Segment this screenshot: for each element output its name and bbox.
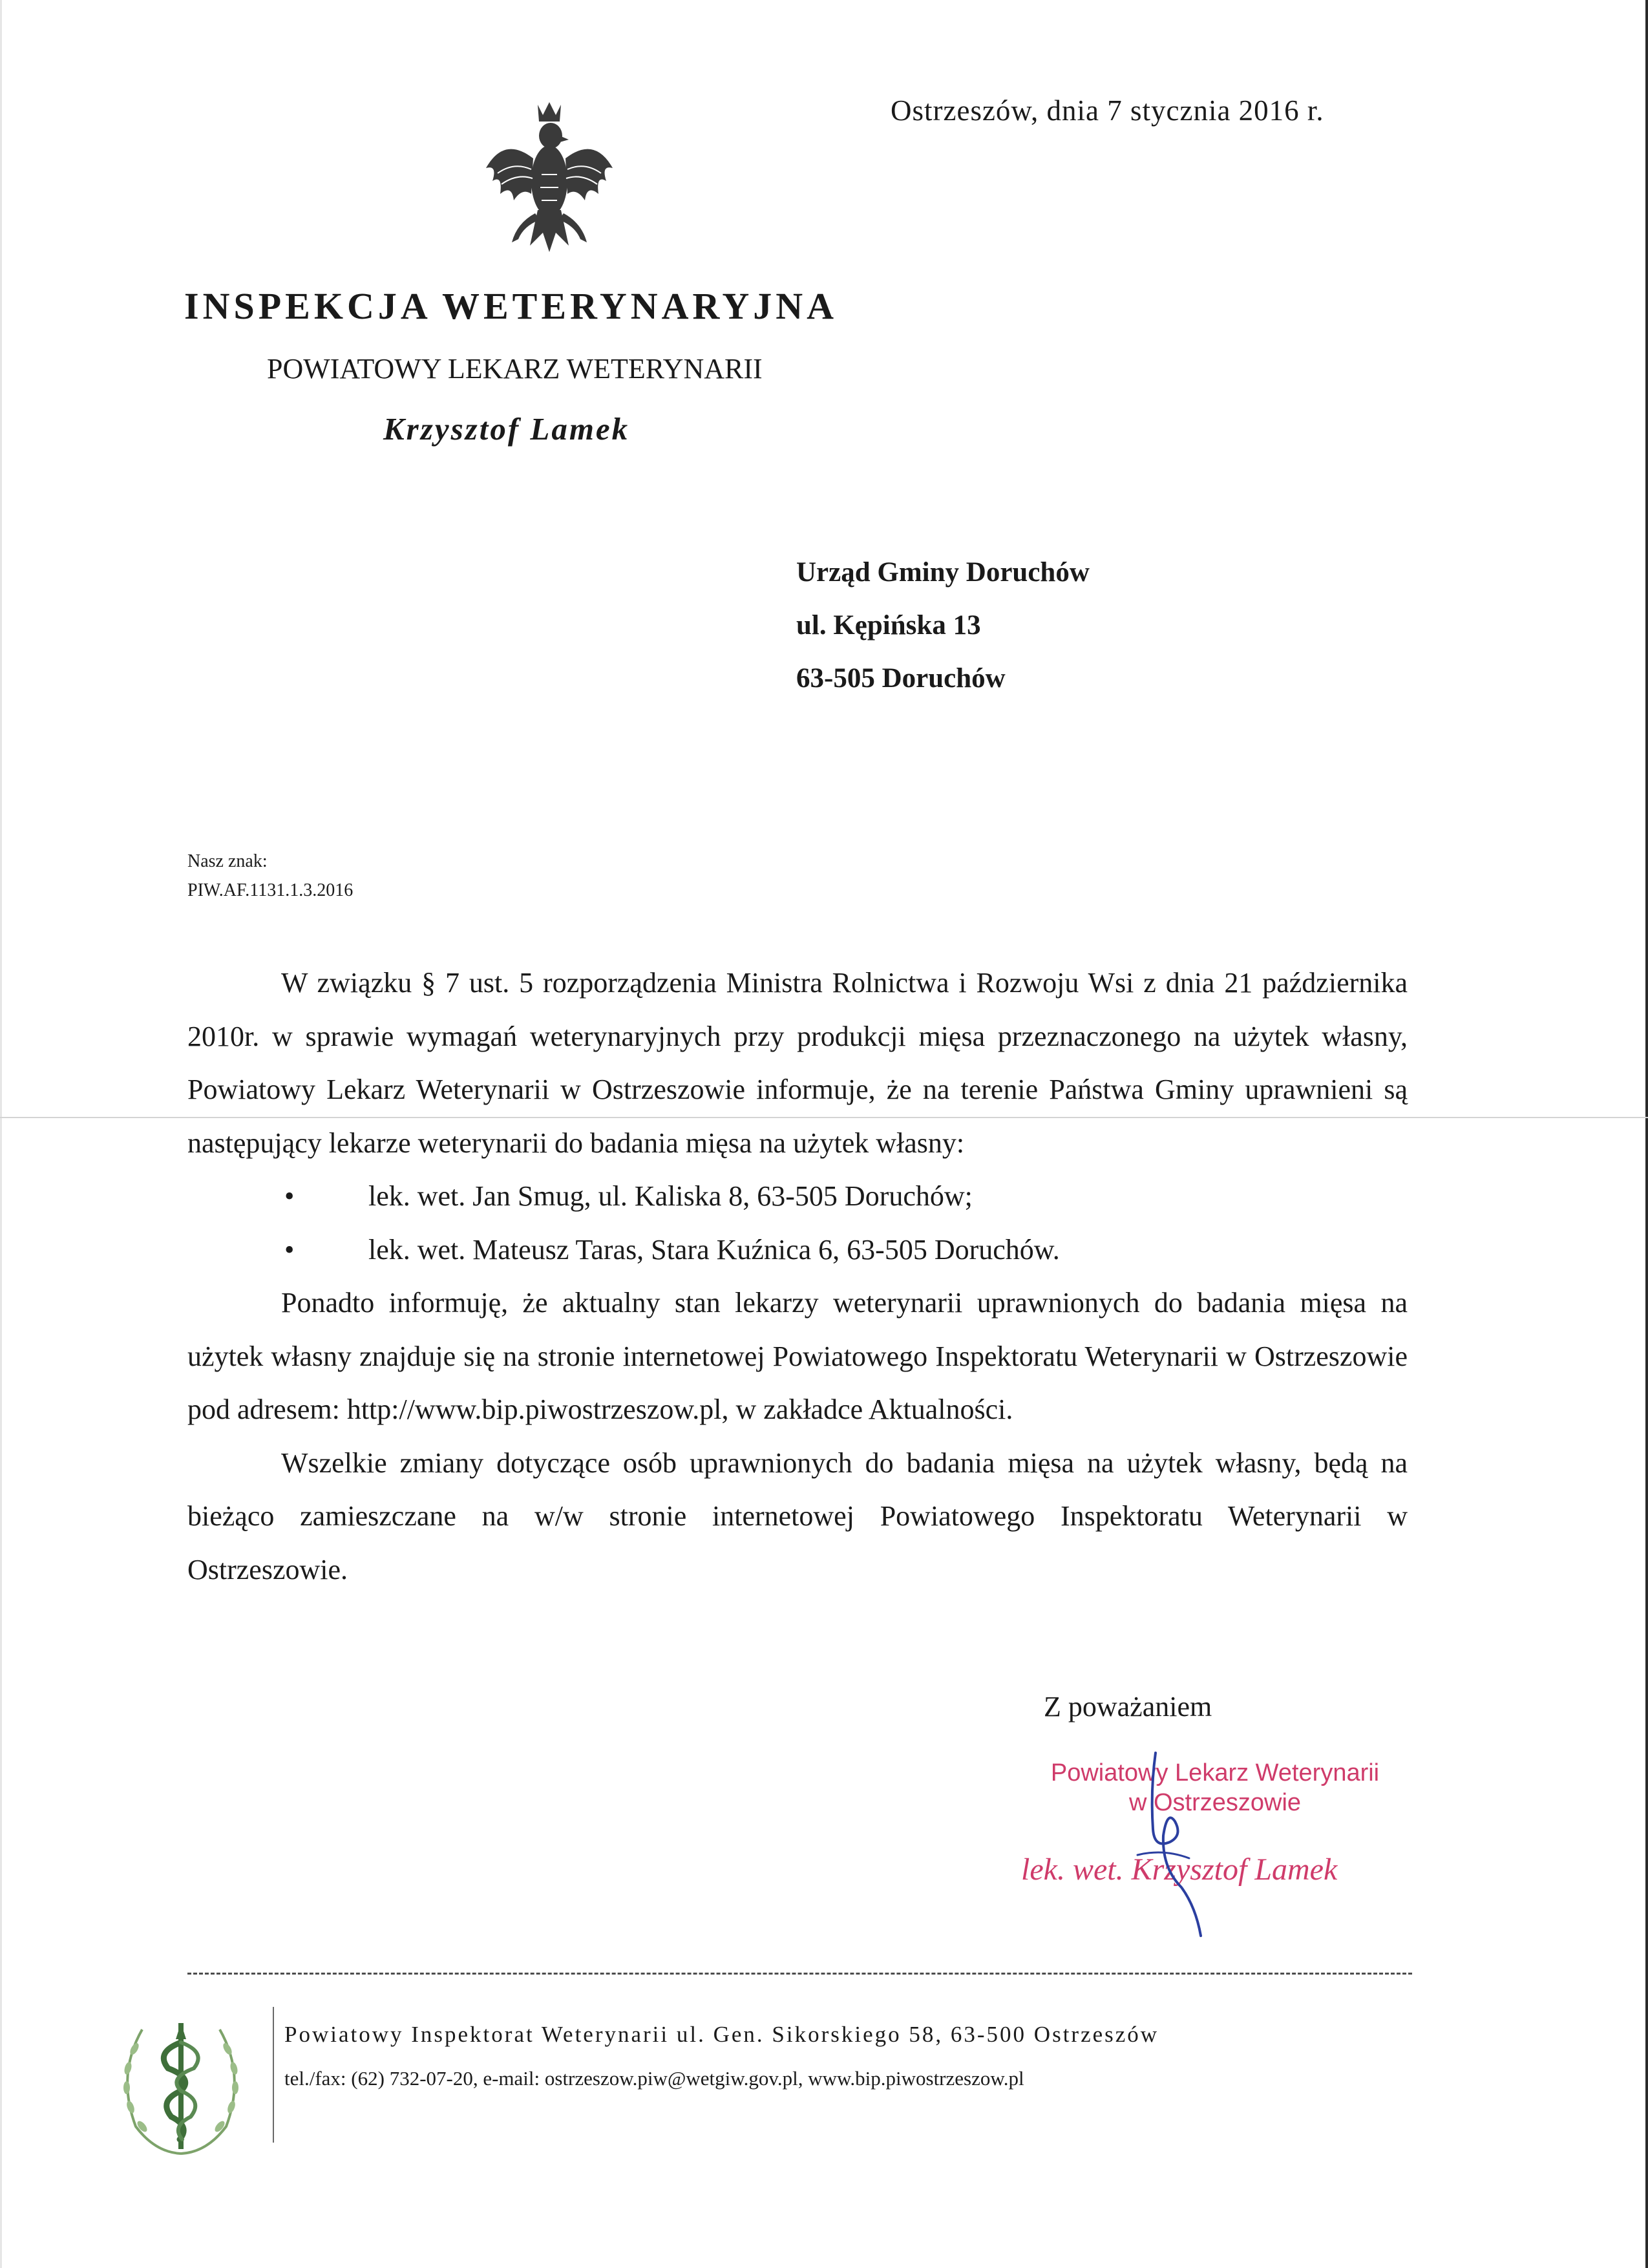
closing-salutation: Z poważaniem bbox=[1044, 1691, 1212, 1722]
office-title: POWIATOWY LEKARZ WETERYNARII bbox=[267, 353, 763, 385]
body-paragraph-2: Ponadto informuję, że aktualny stan lekarzy weterynarii uprawnionych do badania mięsa na użytek własny znajduje się na stronie internetowej Powiatowego Inspektoratu Weterynarii w Ostrzeszowie pod adresem: http://www.bip.piwostrzeszow.pl, w zakładce Aktualności. bbox=[187, 1287, 1408, 1425]
addressee-line-3: 63-505 Doruchów bbox=[796, 663, 1006, 694]
handwritten-signature bbox=[1125, 1745, 1241, 1939]
list-item: • lek. wet. Mateusz Taras, Stara Kuźnica 6, 63-505 Doruchów. bbox=[187, 1224, 1408, 1277]
institution-title: INSPEKCJA WETERYNARYJNA bbox=[184, 285, 838, 327]
footer-divider bbox=[187, 1973, 1412, 1975]
stamp-line-1: Powiatowy Lekarz Weterynarii bbox=[1050, 1759, 1380, 1786]
addressee-block bbox=[796, 546, 1090, 705]
letter-date: Ostrzeszów, dnia 7 stycznia 2016 r. bbox=[891, 94, 1324, 127]
stamp-line-2: w Ostrzeszowie bbox=[1128, 1789, 1302, 1816]
footer-contact: tel./fax: (62) 732-07-20, e-mail: ostrzeszow.piw@wetgiw.gov.pl, www.bip.piwostrzeszow.pl bbox=[284, 2067, 1024, 2090]
footer-separator bbox=[273, 2007, 274, 2143]
reference-number: PIW.AF.1131.1.3.2016 bbox=[187, 880, 354, 900]
stamp-officer-name: lek. wet. Krzysztof Lamek bbox=[1021, 1852, 1338, 1887]
body-paragraph-1: W związku § 7 ust. 5 rozporządzenia Ministra Rolnictwa i Rozwoju Wsi z dnia 21 października 2010r. w sprawie wymagań weterynaryjnych przy produkcji mięsa przeznaczonego na użytek własny, Powiatowy Lekarz Weterynarii w Ostrzeszowie informuje, że na terenie Państwa Gminy uprawnieni są następujący lekarze weterynarii do badania mięsa na użytek własny: bbox=[187, 967, 1408, 1159]
veterinarian-list bbox=[187, 1170, 1408, 1277]
scan-edge-left bbox=[0, 0, 2, 2268]
list-item: • lek. wet. Jan Smug, ul. Kaliska 8, 63-505 Doruchów; bbox=[187, 1170, 1408, 1224]
addressee-line-2: ul. Kępińska 13 bbox=[796, 610, 981, 641]
eagle-emblem-icon bbox=[478, 97, 620, 265]
veterinary-caduceus-icon bbox=[103, 2004, 259, 2165]
officer-name: Krzysztof Lamek bbox=[383, 411, 630, 447]
footer-address: Powiatowy Inspektorat Weterynarii ul. Gen. Sikorskiego 58, 63-500 Ostrzeszów bbox=[284, 2022, 1159, 2047]
scan-edge-right bbox=[1645, 0, 1648, 2268]
addressee-line-1: Urząd Gminy Doruchów bbox=[796, 557, 1090, 588]
reference-label: Nasz znak: bbox=[187, 851, 268, 871]
body-paragraph-3: Wszelkie zmiany dotyczące osób uprawnionych do badania mięsa na użytek własny, będą na bieżąco zamieszczane na w/w stronie internetowej Powiatowego Inspektoratu Weterynarii w Ostrzeszowie. bbox=[187, 1447, 1408, 1585]
reference-block bbox=[187, 847, 353, 905]
letter-body bbox=[187, 957, 1408, 1596]
